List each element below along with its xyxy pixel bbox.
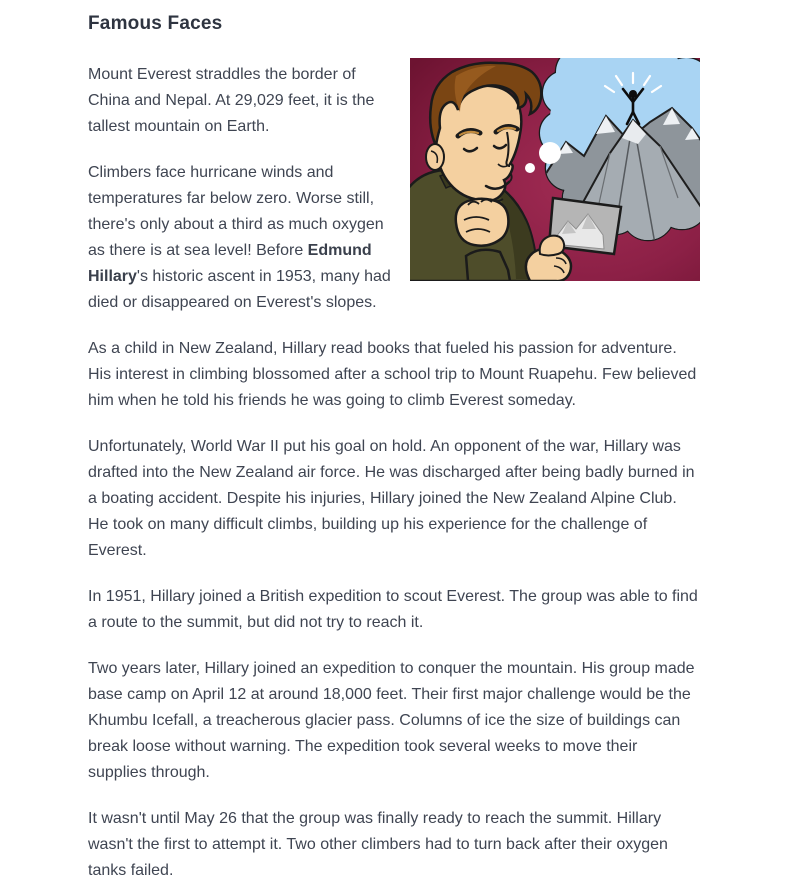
thought-circle-large	[539, 142, 561, 164]
page-title: Famous Faces	[88, 13, 223, 34]
paragraph-2-pre: Climbers face hurricane winds and temperatures far below zero. Worse still, there's only about a third as much oxygen as there is at sea level! Before	[88, 164, 384, 259]
bold-edmund-hillary: Edmund Hillary	[88, 242, 372, 285]
hand-on-chin	[456, 199, 509, 246]
article-body	[88, 62, 700, 884]
paragraph-6: Two years later, Hillary joined an expedition to conquer the mountain. His group made base camp on April 12 at around 18,000 feet. Their first major challenge would be the Khumbu Icefall, a treacherous glacier pass. Columns of ice the size of buildings can break loose without warning. The expedition took several weeks to move their supplies through.	[88, 660, 695, 781]
paragraph-1: Mount Everest straddles the border of China and Nepal. At 29,029 feet, it is the tallest mountain on Earth.	[88, 66, 375, 135]
paragraph-3: As a child in New Zealand, Hillary read books that fueled his passion for adventure. His interest in climbing blossomed after a school trip to Mount Ruapehu. Few believed him when he told his friends he was going to climb Everest someday.	[88, 340, 697, 409]
man-ear	[426, 144, 444, 170]
thought-circle-small	[525, 163, 535, 173]
everest-thinking-illustration	[410, 58, 700, 281]
paragraph-4: Unfortunately, World War II put his goal on hold. An opponent of the war, Hillary was drafted into the New Zealand air force. He was discharged after being badly burned in a boating accident. Despite his injuries, Hillary joined the New Zealand Alpine Club. He took on many difficult climbs, building up his experience for the challenge of Everest.	[88, 438, 695, 559]
paragraph-5: In 1951, Hillary joined a British expedition to scout Everest. The group was able to find a route to the summit, but did not try to reach it.	[88, 588, 698, 631]
illustration-svg	[410, 58, 700, 281]
paragraph-2-post: 's historic ascent in 1953, many had died or disappeared on Everest's slopes.	[88, 268, 391, 311]
paragraph-7: It wasn't until May 26 that the group was finally ready to reach the summit. Hillary wasn't the first to attempt it. Two other climbers had to turn back after their oxygen tanks failed.	[88, 810, 668, 879]
